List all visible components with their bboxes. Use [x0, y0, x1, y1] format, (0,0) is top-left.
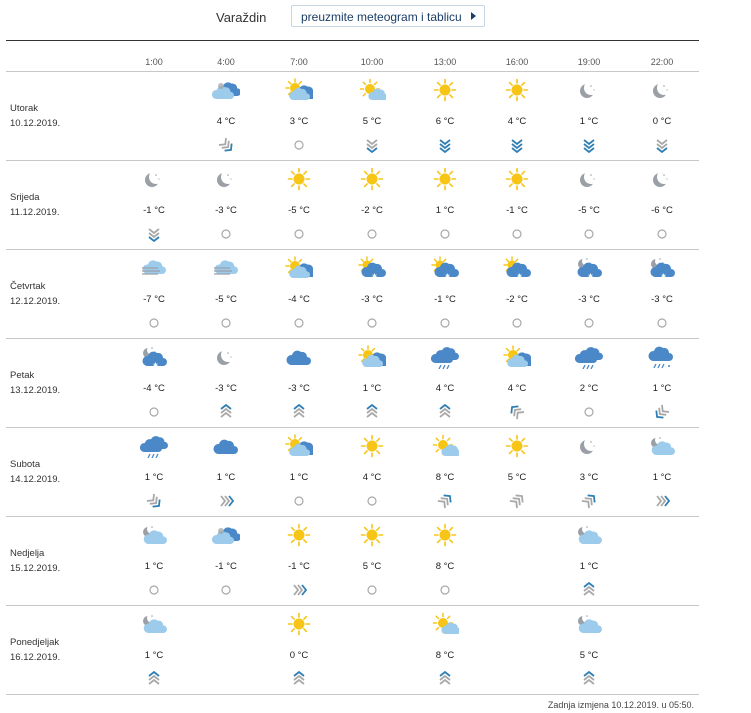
sun-icon	[431, 167, 459, 191]
temperature: 8 °C	[435, 472, 455, 483]
day-date: 14.12.2019.	[10, 474, 61, 485]
last-updated: Zadnja izmjena 10.12.2019. u 05:50.	[547, 700, 694, 710]
day-date: 12.12.2019.	[10, 296, 61, 307]
temperature: 1 °C	[144, 561, 164, 572]
moon-icon	[140, 167, 168, 191]
sun-icon	[503, 78, 531, 102]
hour-label: 16:00	[505, 57, 529, 67]
sun-behind-cloud-icon	[503, 345, 531, 369]
temperature: 1 °C	[652, 472, 672, 483]
moon-cloud-icon	[648, 434, 676, 458]
temperature: 1 °C	[289, 472, 309, 483]
calm-icon	[437, 226, 453, 242]
forecast-cell	[632, 161, 692, 249]
sun-icon	[503, 434, 531, 458]
sun-behind-cloud-icon	[358, 345, 386, 369]
forecast-cell	[415, 339, 475, 427]
wind-right-up-icon	[437, 493, 453, 509]
forecast-cell	[559, 606, 619, 694]
temperature: -2 °C	[506, 294, 528, 305]
day-date: 10.12.2019.	[10, 118, 61, 129]
hour-label: 1:00	[145, 57, 163, 67]
forecast-cell	[559, 72, 619, 160]
day-row	[0, 606, 751, 695]
temperature: 0 °C	[289, 650, 309, 661]
moon-cloud-icon	[140, 523, 168, 547]
calm-icon	[364, 226, 380, 242]
wind-up-icon	[291, 404, 307, 420]
calm-icon	[146, 315, 162, 331]
temperature: -6 °C	[651, 205, 673, 216]
temperature: 1 °C	[144, 472, 164, 483]
temperature: -1 °C	[506, 205, 528, 216]
meteogram-button-label: preuzmite meteogram i tablicu	[301, 10, 462, 24]
svg-text:✱: ✱	[661, 273, 667, 280]
forecast-cell	[269, 428, 329, 516]
wind-grey-up-icon	[146, 671, 162, 687]
calm-icon	[581, 404, 597, 420]
forecast-cell	[196, 161, 256, 249]
wind-right-up-icon	[581, 493, 597, 509]
sun-behind-cloud-icon	[285, 434, 313, 458]
hour-label: 13:00	[433, 57, 457, 67]
calm-icon	[291, 315, 307, 331]
day-name: Utorak	[10, 103, 38, 114]
sun-icon	[358, 523, 386, 547]
calm-icon	[364, 315, 380, 331]
svg-text:✱: ✱	[372, 273, 378, 280]
moon-cloud-snow-icon	[140, 345, 168, 369]
temperature: 4 °C	[507, 383, 527, 394]
wind-grey-up-icon	[581, 671, 597, 687]
forecast-cell	[559, 428, 619, 516]
cloud-rain-icon	[575, 345, 603, 369]
sun-icon	[285, 167, 313, 191]
day-row	[0, 161, 751, 250]
forecast-cell	[632, 339, 692, 427]
forecast-cell	[559, 517, 619, 605]
day-name: Srijeda	[10, 192, 40, 203]
day-row	[0, 339, 751, 428]
wind-up-icon	[437, 404, 453, 420]
forecast-cell	[124, 250, 184, 338]
moon-cloud-snow-icon	[648, 256, 676, 280]
calm-icon	[364, 493, 380, 509]
divider	[6, 40, 699, 41]
forecast-cell	[196, 72, 256, 160]
forecast-cell	[269, 517, 329, 605]
hour-label: 7:00	[290, 57, 308, 67]
sun-icon	[358, 167, 386, 191]
sun-small-cloud-icon	[431, 434, 459, 458]
temperature: 3 °C	[289, 116, 309, 127]
forecast-cell	[124, 428, 184, 516]
sun-icon	[431, 523, 459, 547]
temperature: 8 °C	[435, 561, 455, 572]
temperature: 3 °C	[579, 472, 599, 483]
cloud-icon	[212, 434, 240, 458]
calm-icon	[654, 315, 670, 331]
temperature: 4 °C	[435, 383, 455, 394]
temperature: -1 °C	[434, 294, 456, 305]
fog-icon	[212, 256, 240, 280]
wind-grey-up-icon	[218, 404, 234, 420]
svg-text:✱: ✱	[588, 273, 594, 280]
wind-up-icon	[581, 582, 597, 598]
temperature: 5 °C	[362, 561, 382, 572]
light-wind-icon	[218, 137, 234, 153]
hour-label: 4:00	[217, 57, 235, 67]
calm-icon	[291, 493, 307, 509]
wind-grey-down-icon	[146, 226, 162, 242]
sun-cloud-snow-icon	[503, 256, 531, 280]
forecast-cell	[342, 517, 402, 605]
svg-text:✱: ✱	[153, 362, 159, 369]
moon-icon	[212, 167, 240, 191]
calm-icon	[364, 582, 380, 598]
sun-icon	[285, 612, 313, 636]
temperature: -1 °C	[215, 561, 237, 572]
day-row	[0, 428, 751, 517]
temperature: -4 °C	[288, 294, 310, 305]
chevron-right-icon	[471, 12, 476, 20]
wind-right-icon	[654, 493, 670, 509]
temperature: 1 °C	[435, 205, 455, 216]
temperature: 1 °C	[362, 383, 382, 394]
forecast-cell	[487, 250, 547, 338]
temperature: 1 °C	[144, 650, 164, 661]
cloud-sleet-icon	[648, 345, 676, 369]
forecast-cell	[342, 339, 402, 427]
forecast-cell	[342, 428, 402, 516]
divider	[6, 694, 699, 695]
calm-icon	[146, 582, 162, 598]
forecast-cell	[124, 161, 184, 249]
calm-icon	[437, 582, 453, 598]
forecast-cell	[487, 161, 547, 249]
calm-icon	[291, 226, 307, 242]
sun-small-cloud-icon	[358, 78, 386, 102]
sun-icon	[285, 523, 313, 547]
temperature: 0 °C	[652, 116, 672, 127]
temperature: -1 °C	[288, 561, 310, 572]
cloud-rain-icon	[140, 434, 168, 458]
day-date: 13.12.2019.	[10, 385, 61, 396]
moon-icon	[212, 345, 240, 369]
forecast-cell	[632, 250, 692, 338]
temperature: -5 °C	[578, 205, 600, 216]
forecast-cell	[124, 339, 184, 427]
day-date: 11.12.2019.	[10, 207, 60, 218]
calm-icon	[509, 226, 525, 242]
temperature: -3 °C	[361, 294, 383, 305]
forecast-cell	[415, 72, 475, 160]
temperature: 5 °C	[579, 650, 599, 661]
partly-cloudy-cloud-icon	[212, 523, 240, 547]
moon-cloud-snow-icon	[575, 256, 603, 280]
temperature: 4 °C	[507, 116, 527, 127]
wind-down-icon	[581, 137, 597, 153]
cloud-rain-icon	[431, 345, 459, 369]
forecast-cell	[487, 72, 547, 160]
temperature: 1 °C	[652, 383, 672, 394]
forecast-cell	[487, 339, 547, 427]
forecast-cell	[269, 339, 329, 427]
wind-grey-right-up-icon	[509, 493, 525, 509]
forecast-cell	[196, 517, 256, 605]
day-row	[0, 72, 751, 161]
sun-cloud-snow-icon	[431, 256, 459, 280]
forecast-cell	[487, 428, 547, 516]
forecast-cell	[269, 250, 329, 338]
day-row	[0, 517, 751, 606]
temperature: -3 °C	[651, 294, 673, 305]
calm-icon	[509, 315, 525, 331]
wind-down-icon	[437, 137, 453, 153]
cloud-icon	[285, 345, 313, 369]
svg-text:✱: ✱	[445, 273, 451, 280]
sun-icon	[358, 434, 386, 458]
sun-icon	[503, 167, 531, 191]
moon-icon	[648, 167, 676, 191]
moon-cloud-icon	[140, 612, 168, 636]
forecast-cell	[269, 161, 329, 249]
temperature: -3 °C	[288, 383, 310, 394]
sun-icon	[431, 78, 459, 102]
calm-icon	[581, 226, 597, 242]
city-name: Varaždin	[216, 10, 267, 25]
hour-label: 19:00	[577, 57, 601, 67]
calm-icon	[146, 404, 162, 420]
temperature: -7 °C	[143, 294, 165, 305]
calm-icon	[654, 226, 670, 242]
temperature: 6 °C	[435, 116, 455, 127]
temperature: -1 °C	[143, 205, 165, 216]
forecast-cell	[124, 606, 184, 694]
wind-down-icon	[509, 137, 525, 153]
forecast-cell	[269, 72, 329, 160]
temperature: 8 °C	[435, 650, 455, 661]
calm-icon	[437, 315, 453, 331]
hour-label: 22:00	[650, 57, 674, 67]
temperature: 5 °C	[507, 472, 527, 483]
calm-icon	[581, 315, 597, 331]
forecast-cell	[342, 250, 402, 338]
forecast-cell	[342, 161, 402, 249]
temperature: 1 °C	[216, 472, 236, 483]
wind-left-up-icon	[509, 404, 525, 420]
temperature: 5 °C	[362, 116, 382, 127]
forecast-cell	[415, 250, 475, 338]
forecast-cell	[415, 428, 475, 516]
calm-icon	[218, 226, 234, 242]
forecast-cell	[196, 339, 256, 427]
forecast-cell	[559, 339, 619, 427]
temperature: -3 °C	[215, 205, 237, 216]
day-row	[0, 250, 751, 339]
forecast-cell	[124, 517, 184, 605]
forecast-cell	[269, 606, 329, 694]
calm-icon	[218, 582, 234, 598]
moon-icon	[575, 78, 603, 102]
header-bar	[0, 0, 751, 40]
meteogram-button[interactable]	[291, 5, 485, 27]
wind-left-down-icon	[654, 404, 670, 420]
wind-up-icon	[291, 671, 307, 687]
wind-grey-down-icon	[364, 137, 380, 153]
sun-behind-cloud-icon	[285, 78, 313, 102]
wind-right-icon	[218, 493, 234, 509]
hours-row	[0, 57, 751, 71]
forecast-cell	[196, 250, 256, 338]
forecast-cell	[415, 517, 475, 605]
forecast-cell	[196, 428, 256, 516]
temperature: -4 °C	[143, 383, 165, 394]
fog-icon	[140, 256, 168, 280]
sun-small-cloud-icon	[431, 612, 459, 636]
temperature: 4 °C	[362, 472, 382, 483]
temperature: 4 °C	[216, 116, 236, 127]
temperature: 1 °C	[579, 116, 599, 127]
wind-right-icon	[291, 582, 307, 598]
svg-text:✱: ✱	[517, 273, 523, 280]
temperature: -2 °C	[361, 205, 383, 216]
day-name: Subota	[10, 459, 41, 470]
calm-icon	[218, 315, 234, 331]
sun-behind-cloud-icon	[285, 256, 313, 280]
day-name: Ponedjeljak	[10, 637, 60, 648]
moon-icon	[648, 78, 676, 102]
forecast-cell	[415, 161, 475, 249]
day-name: Nedjelja	[10, 548, 45, 559]
temperature: -5 °C	[288, 205, 310, 216]
day-name: Četvrtak	[10, 281, 46, 292]
temperature: -5 °C	[215, 294, 237, 305]
forecast-cell	[632, 72, 692, 160]
sun-cloud-snow-icon	[358, 256, 386, 280]
temperature: 1 °C	[579, 561, 599, 572]
moon-icon	[575, 434, 603, 458]
day-name: Petak	[10, 370, 35, 381]
hour-label: 10:00	[360, 57, 384, 67]
calm-icon	[291, 137, 307, 153]
forecast-cell	[632, 428, 692, 516]
forecast-cell	[415, 606, 475, 694]
moon-cloud-icon	[575, 523, 603, 547]
wind-grey-up-icon	[437, 671, 453, 687]
moon-icon	[575, 167, 603, 191]
temperature: -3 °C	[215, 383, 237, 394]
light-wind-icon	[146, 493, 162, 509]
wind-grey-down-icon	[654, 137, 670, 153]
day-date: 16.12.2019.	[10, 652, 61, 663]
wind-up-icon	[364, 404, 380, 420]
day-date: 15.12.2019.	[10, 563, 61, 574]
temperature: 2 °C	[579, 383, 599, 394]
partly-cloudy-cloud-icon	[212, 78, 240, 102]
forecast-cell	[559, 161, 619, 249]
forecast-cell	[342, 72, 402, 160]
moon-cloud-icon	[575, 612, 603, 636]
forecast-cell	[559, 250, 619, 338]
temperature: -3 °C	[578, 294, 600, 305]
